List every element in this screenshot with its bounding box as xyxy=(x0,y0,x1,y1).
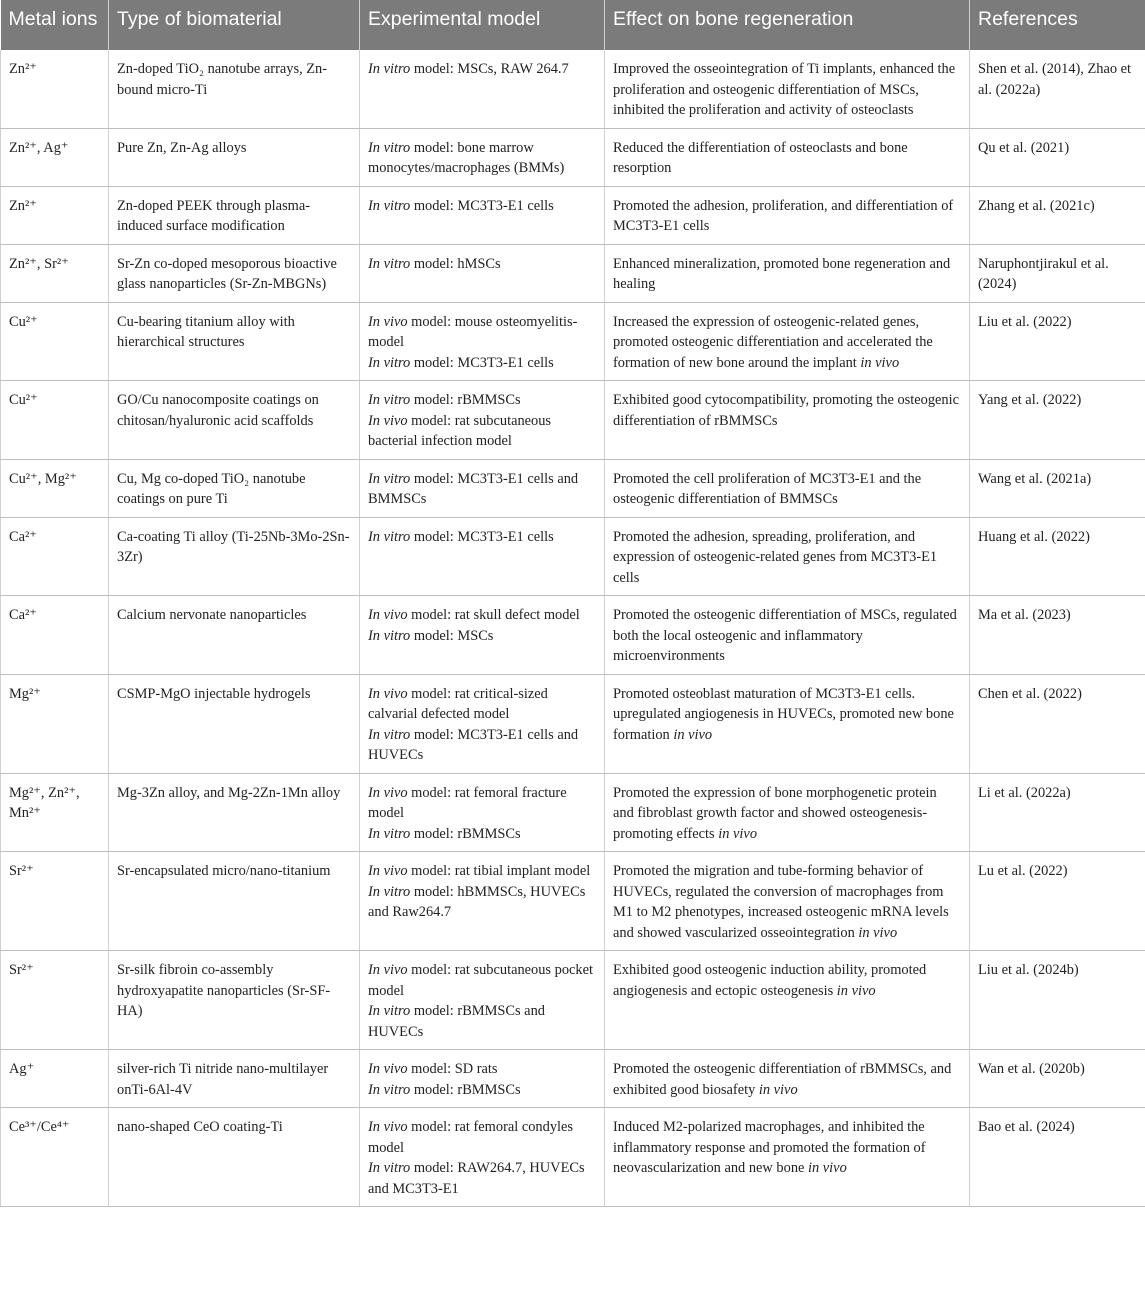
table-row xyxy=(1,596,1145,675)
reference-cell: Zhang et al. (2021c) xyxy=(970,186,1145,244)
reference-cell: Chen et al. (2022) xyxy=(970,674,1145,773)
model-line xyxy=(368,626,596,647)
model-line xyxy=(368,353,596,374)
biomaterial-cell: silver-rich Ti nitride nano-multilayer onTi-6Al-4V xyxy=(109,1050,360,1108)
effect-cell: Reduced the differentiation of osteoclasts and bone resorption xyxy=(605,128,970,186)
model-type: In vitro xyxy=(368,197,411,214)
model-type: In vitro xyxy=(368,392,411,408)
effect-cell: Improved the osseointegration of Ti implants, enhanced the proliferation and osteogenic differentiation of MSCs, inhibited the proliferation and activity of osteoclasts xyxy=(605,50,970,128)
reference-cell: Wan et al. (2020b) xyxy=(970,1050,1145,1108)
biomaterial-cell: CSMP-MgO injectable hydrogels xyxy=(109,674,360,773)
biomaterial-cell: Sr-silk fibroin co-assembly hydroxyapatite nanoparticles (Sr-SF-HA) xyxy=(109,951,360,1050)
model-line xyxy=(368,861,596,882)
metal-ion-cell: Zn²⁺ xyxy=(1,50,109,128)
model-description: model: rBMMSCs xyxy=(410,392,521,408)
effect-cell: Promoted osteoblast maturation of MC3T3-E1 cells. upregulated angiogenesis in HUVECs, promoted new bone formation in vivo xyxy=(605,674,970,773)
model-type: In vitro xyxy=(368,470,411,487)
metal-ion-cell: Zn²⁺, Sr²⁺ xyxy=(1,244,109,302)
table-row xyxy=(1,459,1145,517)
model-description: model: MSCs xyxy=(410,627,494,644)
model-line xyxy=(368,1001,596,1042)
experimental-model-cell xyxy=(360,674,605,773)
header-type-of-biomaterial: Type of biomaterial xyxy=(109,0,360,50)
model-type: In vivo xyxy=(368,863,408,879)
effect-cell: Induced M2-polarized macrophages, and inhibited the inflammatory response and promoted the formation of neovascularization and new bone in vivo xyxy=(605,1108,970,1207)
metal-ion-cell: Cu²⁺ xyxy=(1,381,109,460)
header-metal-ions: Metal ions xyxy=(1,0,109,50)
in-vivo-emphasis: in vivo xyxy=(858,924,898,941)
model-type: In vitro xyxy=(368,1003,411,1019)
metal-ion-cell: Ca²⁺ xyxy=(1,517,109,596)
header-experimental-model: Experimental model xyxy=(360,0,605,50)
biomaterial-cell: Pure Zn, Zn-Ag alloys xyxy=(109,128,360,186)
model-type: In vitro xyxy=(368,1160,411,1176)
biomaterial-cell: Ca-coating Ti alloy (Ti-25Nb-3Mo-2Sn-3Zr) xyxy=(109,517,360,596)
biomaterial-cell: Zn-doped PEEK through plasma-induced surface modification xyxy=(109,186,360,244)
table-row xyxy=(1,951,1145,1050)
biomaterial-cell: Cu, Mg co-doped TiO₂ nanotube coatings on pure Ti xyxy=(109,459,360,517)
table-row xyxy=(1,186,1145,244)
model-type: In vivo xyxy=(368,412,408,429)
model-description: model: rat critical-sized calvarial defected model xyxy=(368,685,548,722)
experimental-model-cell xyxy=(360,302,605,381)
experimental-model-cell xyxy=(360,244,605,302)
biomaterial-cell: Cu-bearing titanium alloy with hierarchical structures xyxy=(109,302,360,381)
metal-ion-cell: Ca²⁺ xyxy=(1,596,109,675)
effect-cell: Exhibited good cytocompatibility, promoting the osteogenic differentiation of rBMMSCs xyxy=(605,381,970,460)
in-vivo-emphasis: in vivo xyxy=(836,982,876,999)
model-type: In vivo xyxy=(368,784,408,801)
model-line xyxy=(368,312,596,353)
experimental-model-cell xyxy=(360,951,605,1050)
effect-cell: Promoted the osteogenic differentiation of rBMMSCs, and exhibited good biosafety in vivo xyxy=(605,1050,970,1108)
model-description: model: hBMMSCs, HUVECs and Raw264.7 xyxy=(368,883,586,920)
biomaterial-cell: Sr-Zn co-doped mesoporous bioactive glass nanoparticles (Sr-Zn-MBGNs) xyxy=(109,244,360,302)
in-vivo-emphasis: in vivo xyxy=(673,726,713,743)
experimental-model-cell xyxy=(360,1050,605,1108)
effect-cell: Promoted the cell proliferation of MC3T3-E1 and the osteogenic differentiation of BMMSCs xyxy=(605,459,970,517)
table-row xyxy=(1,1050,1145,1108)
model-description: model: bone marrow monocytes/macrophages (BMMs) xyxy=(368,139,565,176)
metal-ion-cell: Cu²⁺, Mg²⁺ xyxy=(1,459,109,517)
model-line xyxy=(368,824,596,845)
model-description: model: MC3T3-E1 cells and BMMSCs xyxy=(368,470,579,507)
table-body xyxy=(1,50,1145,1207)
biomaterial-cell: Mg-3Zn alloy, and Mg-2Zn-1Mn alloy xyxy=(109,773,360,852)
reference-cell: Ma et al. (2023) xyxy=(970,596,1145,675)
reference-cell: Wang et al. (2021a) xyxy=(970,459,1145,517)
experimental-model-cell xyxy=(360,128,605,186)
model-description: model: MC3T3-E1 cells xyxy=(410,528,554,545)
experimental-model-cell xyxy=(360,50,605,128)
model-type: In vivo xyxy=(368,1119,408,1135)
table-row xyxy=(1,381,1145,460)
model-line xyxy=(368,1117,596,1158)
in-vivo-emphasis: in vivo xyxy=(758,1081,798,1098)
model-type: In vivo xyxy=(368,1061,408,1077)
model-type: In vitro xyxy=(368,726,411,743)
reference-cell: Li et al. (2022a) xyxy=(970,773,1145,852)
experimental-model-cell xyxy=(360,773,605,852)
table-row xyxy=(1,50,1145,128)
model-line xyxy=(368,1158,596,1199)
metal-ion-cell: Mg²⁺ xyxy=(1,674,109,773)
biomaterial-cell: Sr-encapsulated micro/nano-titanium xyxy=(109,852,360,951)
model-line xyxy=(368,960,596,1001)
model-description: model: MSCs, RAW 264.7 xyxy=(410,61,569,77)
effect-cell: Promoted the adhesion, spreading, proliferation, and expression of osteogenic-related genes from MC3T3-E1 cells xyxy=(605,517,970,596)
effect-cell: Promoted the adhesion, proliferation, and differentiation of MC3T3-E1 cells xyxy=(605,186,970,244)
model-line xyxy=(368,254,596,275)
model-description: model: rat subcutaneous pocket model xyxy=(368,962,593,999)
model-line xyxy=(368,882,596,923)
in-vivo-emphasis: in vivo xyxy=(860,354,900,371)
model-description: model: mouse osteomyelitis-model xyxy=(368,313,578,350)
model-line xyxy=(368,725,596,766)
metal-ion-cell: Ce³⁺/Ce⁴⁺ xyxy=(1,1108,109,1207)
table-row xyxy=(1,302,1145,381)
experimental-model-cell xyxy=(360,596,605,675)
biomaterial-cell: Zn-doped TiO₂ nanotube arrays, Zn-bound micro-Ti xyxy=(109,50,360,128)
effect-cell: Enhanced mineralization, promoted bone regeneration and healing xyxy=(605,244,970,302)
metal-ion-cell: Zn²⁺ xyxy=(1,186,109,244)
effect-cell: Increased the expression of osteogenic-related genes, promoted osteogenic differentiation and accelerated the formation of new bone around the implant in vivo xyxy=(605,302,970,381)
model-type: In vivo xyxy=(368,313,408,330)
model-type: In vitro xyxy=(368,825,411,842)
model-description: model: rBMMSCs and HUVECs xyxy=(368,1003,545,1040)
reference-cell: Lu et al. (2022) xyxy=(970,852,1145,951)
model-type: In vitro xyxy=(368,139,411,156)
table-row xyxy=(1,128,1145,186)
model-type: In vivo xyxy=(368,685,408,702)
reference-cell: Huang et al. (2022) xyxy=(970,517,1145,596)
table-row xyxy=(1,244,1145,302)
model-line xyxy=(368,605,596,626)
experimental-model-cell xyxy=(360,381,605,460)
model-description: model: MC3T3-E1 cells xyxy=(410,197,554,214)
in-vivo-emphasis: in vivo xyxy=(718,825,758,842)
model-type: In vitro xyxy=(368,883,411,900)
model-description: model: MC3T3-E1 cells xyxy=(410,354,554,371)
table-row xyxy=(1,674,1145,773)
model-description: model: rat tibial implant model xyxy=(407,863,591,879)
reference-cell: Naruphontjirakul et al. (2024) xyxy=(970,244,1145,302)
header-effect-on-bone-regeneration: Effect on bone regeneration xyxy=(605,0,970,50)
reference-cell: Bao et al. (2024) xyxy=(970,1108,1145,1207)
model-description: model: rat femoral condyles model xyxy=(368,1119,573,1156)
reference-cell: Liu et al. (2024b) xyxy=(970,951,1145,1050)
model-line xyxy=(368,469,596,510)
metal-ion-cell: Zn²⁺, Ag⁺ xyxy=(1,128,109,186)
model-description: model: MC3T3-E1 cells and HUVECs xyxy=(368,726,579,763)
model-description: model: rBMMSCs xyxy=(410,1081,521,1098)
effect-cell: Exhibited good osteogenic induction ability, promoted angiogenesis and ectopic osteogenesis in vivo xyxy=(605,951,970,1050)
biomaterial-cell: Calcium nervonate nanoparticles xyxy=(109,596,360,675)
model-description: model: rBMMSCs xyxy=(410,825,521,842)
model-description: model: hMSCs xyxy=(410,255,501,272)
experimental-model-cell xyxy=(360,517,605,596)
model-line xyxy=(368,527,596,548)
metal-ion-cell: Sr²⁺ xyxy=(1,951,109,1050)
model-line xyxy=(368,1080,596,1101)
model-line xyxy=(368,783,596,824)
model-type: In vitro xyxy=(368,627,411,644)
effect-cell: Promoted the migration and tube-forming behavior of HUVECs, regulated the conversion of macrophages from M1 to M2 phenotypes, increased osteogenic mRNA levels and showed vascularized osseointegration in vivo xyxy=(605,852,970,951)
model-description: model: rat subcutaneous bacterial infection model xyxy=(368,412,552,449)
model-line xyxy=(368,59,596,80)
table-row xyxy=(1,1108,1145,1207)
header-references: References xyxy=(970,0,1145,50)
effect-cell: Promoted the osteogenic differentiation of MSCs, regulated both the local osteogenic and inflammatory microenvironments xyxy=(605,596,970,675)
model-line xyxy=(368,1059,596,1080)
metal-ion-cell: Ag⁺ xyxy=(1,1050,109,1108)
reference-cell: Qu et al. (2021) xyxy=(970,128,1145,186)
reference-cell: Yang et al. (2022) xyxy=(970,381,1145,460)
model-type: In vivo xyxy=(368,962,408,978)
in-vivo-emphasis: in vivo xyxy=(808,1160,847,1176)
reference-cell: Shen et al. (2014), Zhao et al. (2022a) xyxy=(970,50,1145,128)
model-description: model: rat femoral fracture model xyxy=(368,784,567,821)
model-line xyxy=(368,390,596,411)
table-row xyxy=(1,852,1145,951)
table-row xyxy=(1,773,1145,852)
experimental-model-cell xyxy=(360,459,605,517)
model-line xyxy=(368,138,596,179)
effect-cell: Promoted the expression of bone morphogenetic protein and fibroblast growth factor and showed osteogenesis-promoting effects in vivo xyxy=(605,773,970,852)
experimental-model-cell xyxy=(360,186,605,244)
model-line xyxy=(368,411,596,452)
reference-cell: Liu et al. (2022) xyxy=(970,302,1145,381)
model-description: model: RAW264.7, HUVECs and MC3T3-E1 xyxy=(368,1160,585,1197)
model-type: In vitro xyxy=(368,354,411,371)
metal-ion-cell: Mg²⁺, Zn²⁺, Mn²⁺ xyxy=(1,773,109,852)
model-type: In vivo xyxy=(368,607,408,623)
metal-ion-cell: Sr²⁺ xyxy=(1,852,109,951)
model-line xyxy=(368,196,596,217)
model-type: In vitro xyxy=(368,255,411,272)
model-description: model: rat skull defect model xyxy=(407,607,580,623)
experimental-model-cell xyxy=(360,852,605,951)
biomaterial-cell: GO/Cu nanocomposite coatings on chitosan/hyaluronic acid scaffolds xyxy=(109,381,360,460)
table-header-row xyxy=(1,0,1145,50)
experimental-model-cell xyxy=(360,1108,605,1207)
model-description: model: SD rats xyxy=(407,1061,498,1077)
biomaterial-cell: nano-shaped CeO coating-Ti xyxy=(109,1108,360,1207)
model-type: In vitro xyxy=(368,528,411,545)
metal-ion-cell: Cu²⁺ xyxy=(1,302,109,381)
model-type: In vitro xyxy=(368,61,411,77)
table-row xyxy=(1,517,1145,596)
model-line xyxy=(368,684,596,725)
model-type: In vitro xyxy=(368,1081,411,1098)
